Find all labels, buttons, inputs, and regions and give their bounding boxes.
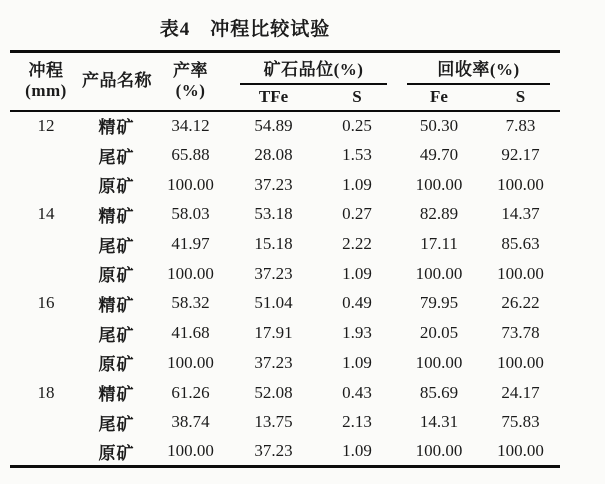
col-group-ore-grade (230, 52, 397, 85)
s-recovery-cell: 100.00 (497, 441, 544, 461)
tfe-cell: 51.04 (254, 293, 293, 313)
col-header-yield-line1: 产率 (173, 61, 208, 81)
yield-cell: 100.00 (167, 263, 214, 283)
product-cell: 精矿 (98, 295, 135, 315)
stroke-cell: 18 (37, 382, 55, 402)
yield-cell: 41.68 (171, 323, 210, 343)
fe-recovery-cell: 82.89 (419, 204, 459, 224)
tfe-cell: 17.91 (254, 323, 293, 343)
product-cell: 原矿 (98, 443, 135, 463)
tfe-cell: 54.89 (254, 115, 293, 135)
tfe-cell: 13.75 (254, 412, 293, 432)
tfe-cell: 37.23 (254, 441, 293, 461)
product-cell: 原矿 (98, 266, 135, 286)
table-row (10, 259, 560, 289)
s-recovery-cell: 100.00 (497, 352, 544, 372)
s-recovery-cell: 24.17 (501, 382, 540, 402)
table-row (10, 318, 560, 348)
s-grade-cell: 0.27 (342, 204, 372, 224)
product-cell: 尾矿 (98, 414, 135, 434)
product-cell: 精矿 (98, 206, 135, 226)
yield-cell: 100.00 (167, 441, 214, 461)
header-row-groups (10, 52, 560, 85)
fe-recovery-cell: 14.31 (419, 412, 459, 432)
stroke-cell (10, 348, 82, 378)
tfe-cell: 53.18 (254, 204, 293, 224)
yield-cell: 41.97 (171, 234, 210, 254)
product-cell: 精矿 (98, 385, 135, 405)
s-recovery-cell: 73.78 (501, 323, 540, 343)
table-row (10, 200, 560, 230)
stroke-cell: 14 (37, 204, 55, 224)
s-grade-cell: 2.22 (342, 234, 372, 254)
fe-recovery-cell: 20.05 (419, 323, 459, 343)
tfe-cell: 37.23 (254, 174, 293, 194)
s-grade-cell: 2.13 (342, 412, 372, 432)
tfe-cell: 52.08 (254, 382, 293, 402)
yield-cell: 100.00 (167, 352, 214, 372)
stroke-cell (10, 407, 82, 437)
product-cell: 原矿 (98, 355, 135, 375)
yield-cell: 100.00 (167, 174, 214, 194)
product-cell: 精矿 (98, 118, 135, 138)
col-header-s-recovery: S (481, 85, 560, 111)
stroke-cell (10, 229, 82, 259)
yield-cell: 58.03 (171, 204, 210, 224)
col-header-tfe: TFe (230, 85, 317, 111)
col-header-stroke (10, 52, 82, 111)
col-header-product: 产品名称 (82, 52, 151, 111)
s-grade-cell: 1.09 (342, 174, 372, 194)
stroke-cell (10, 259, 82, 289)
fe-recovery-cell: 85.69 (419, 382, 459, 402)
s-grade-cell: 1.93 (342, 323, 372, 343)
s-recovery-cell: 7.83 (505, 115, 536, 135)
s-recovery-cell: 92.17 (501, 145, 540, 165)
s-recovery-cell: 100.00 (497, 263, 544, 283)
table-title-text: 冲程比较试验 (210, 19, 331, 40)
fe-recovery-cell: 17.11 (420, 234, 458, 254)
table-row (10, 229, 560, 259)
stroke-cell: 16 (37, 293, 55, 313)
s-grade-cell: 1.09 (342, 263, 372, 283)
s-recovery-cell: 26.22 (501, 293, 540, 313)
yield-cell: 65.88 (171, 145, 210, 165)
yield-cell: 34.12 (171, 115, 210, 135)
col-header-stroke-line2: (mm) (25, 81, 67, 101)
table-header (10, 52, 560, 111)
col-header-yield (151, 52, 230, 111)
table-row (10, 437, 560, 467)
tfe-cell: 37.23 (254, 263, 293, 283)
yield-cell: 58.32 (171, 293, 210, 313)
col-header-yield-line2: (%) (175, 81, 206, 101)
fe-recovery-cell: 49.70 (419, 145, 459, 165)
stroke-cell (10, 140, 82, 170)
table-caption (0, 0, 490, 41)
col-group-recovery-label: 回收率(%) (407, 55, 550, 85)
tfe-cell: 37.23 (254, 352, 293, 372)
s-grade-cell: 0.43 (342, 382, 372, 402)
col-header-stroke-line1: 冲程 (28, 61, 64, 81)
product-cell: 尾矿 (98, 147, 135, 167)
tfe-cell: 15.18 (254, 234, 293, 254)
table-row (10, 170, 560, 200)
fe-recovery-cell: 50.30 (419, 115, 459, 135)
fe-recovery-cell: 100.00 (415, 441, 463, 461)
table-row (10, 407, 560, 437)
table-row (10, 289, 560, 319)
col-header-s-grade: S (317, 85, 397, 111)
table-row (10, 348, 560, 378)
product-cell: 原矿 (98, 177, 135, 197)
table-row (10, 111, 560, 141)
table-number: 表4 (159, 19, 191, 40)
col-header-fe: Fe (397, 85, 481, 111)
table-row (10, 378, 560, 408)
stroke-cell (10, 318, 82, 348)
s-recovery-cell: 14.37 (501, 204, 540, 224)
stroke-cell: 12 (37, 115, 55, 135)
yield-cell: 38.74 (171, 412, 210, 432)
s-grade-cell: 1.09 (342, 441, 372, 461)
fe-recovery-cell: 100.00 (415, 352, 463, 372)
s-grade-cell: 1.53 (342, 145, 372, 165)
stroke-comparison-table (10, 50, 560, 468)
fe-recovery-cell: 79.95 (419, 293, 459, 313)
fe-recovery-cell: 100.00 (415, 174, 463, 194)
s-recovery-cell: 100.00 (497, 174, 544, 194)
s-grade-cell: 0.49 (342, 293, 372, 313)
stroke-cell (10, 437, 82, 467)
table-row (10, 140, 560, 170)
fe-recovery-cell: 100.00 (415, 263, 463, 283)
s-recovery-cell: 75.83 (501, 412, 540, 432)
s-grade-cell: 0.25 (342, 115, 372, 135)
col-group-ore-grade-label: 矿石品位(%) (240, 55, 387, 85)
stroke-cell (10, 170, 82, 200)
s-grade-cell: 1.09 (342, 352, 372, 372)
col-group-recovery (397, 52, 560, 85)
table-body (10, 111, 560, 467)
tfe-cell: 28.08 (254, 145, 293, 165)
product-cell: 尾矿 (98, 236, 135, 256)
yield-cell: 61.26 (171, 382, 210, 402)
s-recovery-cell: 85.63 (501, 234, 540, 254)
product-cell: 尾矿 (98, 325, 135, 345)
